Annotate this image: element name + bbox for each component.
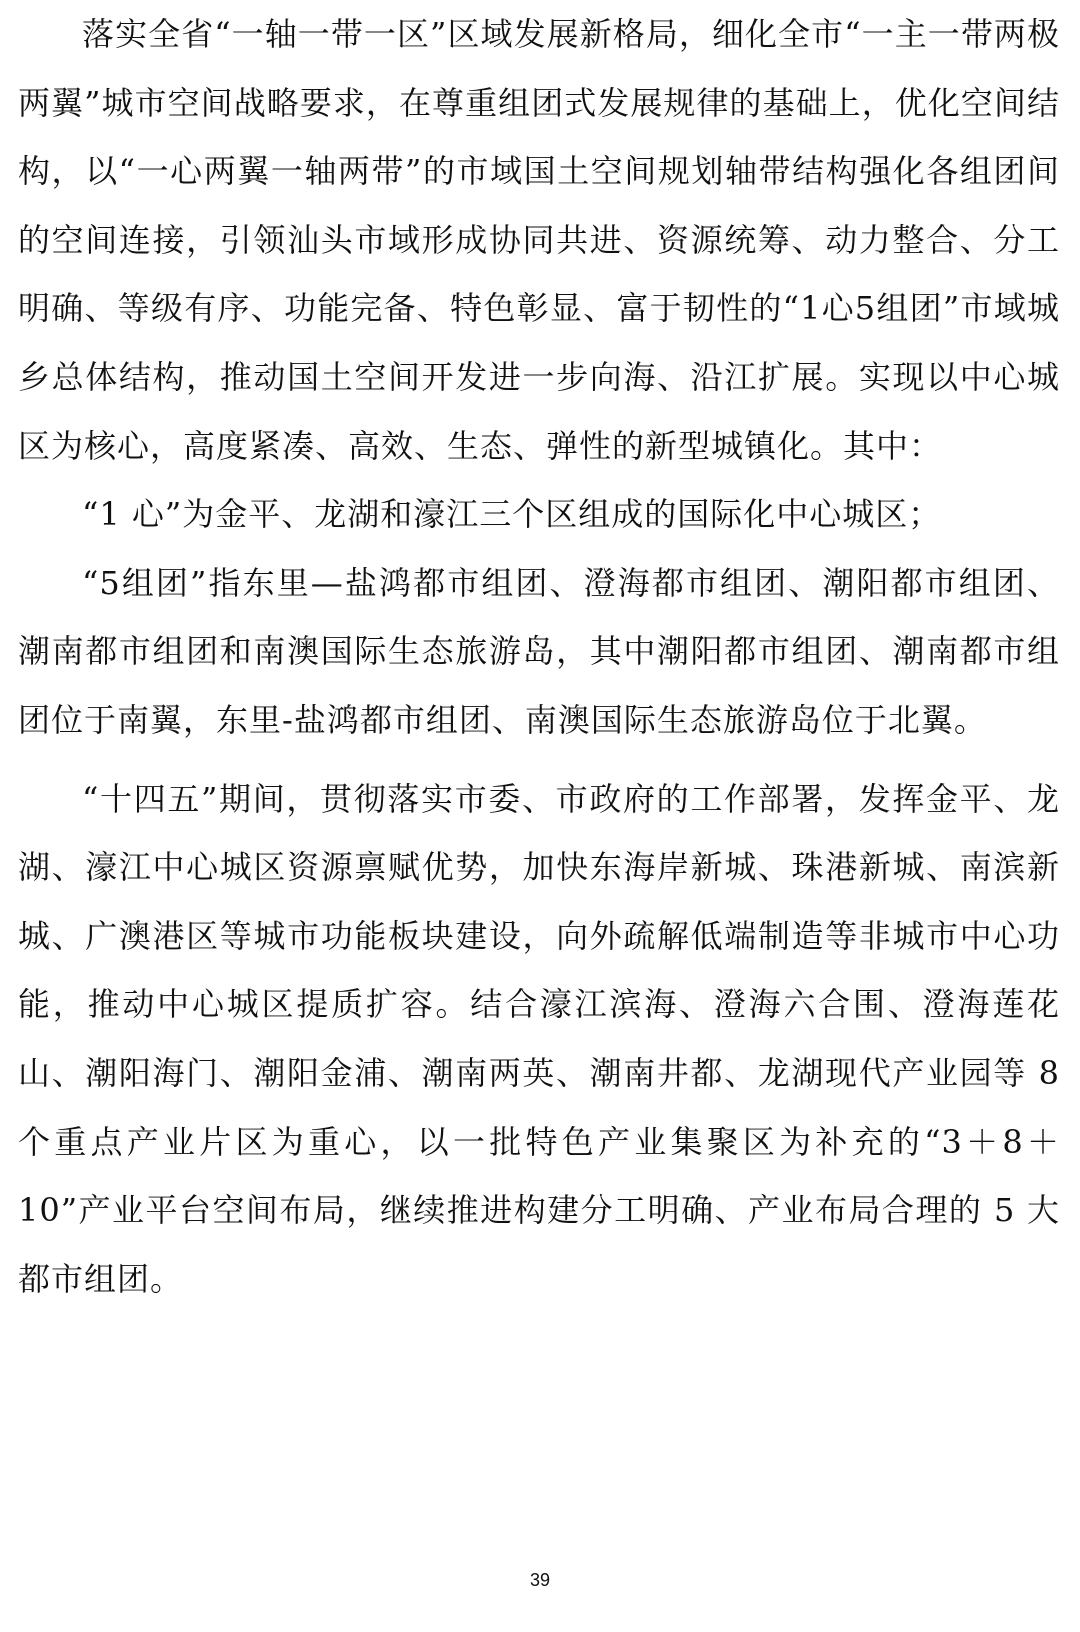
paragraph-spatial-structure: 落实全省“一轴一带一区”区域发展新格局，细化全市“一主一带两极两翼”城市空间战略要求，在尊重组团式发展规律的基础上，优化空间结构，以“一心两翼一轴两带”的市域国土空间规划轴带结构强化各组团间的空间连接，引领汕头市域形成协同共进、资源统筹、动力整合、分工明确、等级有序、功能完备、特色彰显、富于韧性的“1心5组团”市域城乡总体结构，推动国土空间开发进一步向海、沿江扩展。实现以中心城区为核心，高度紧凑、高效、生态、弹性的新型城镇化。其中： [18,15,1060,465]
paragraph-one-core: “1 心”为金平、龙湖和濠江三个区组成的国际化中心城区； [82,495,942,534]
paragraph-fourteenth-five-year: “十四五”期间，贯彻落实市委、市政府的工作部署，发挥金平、龙湖、濠江中心城区资源禀赋优势，加快东海岸新城、珠港新城、南滨新城、广澳港区等城市功能板块建设，向外疏解低端制造等非城市中心功能，推动中心城区提质扩容。结合濠江滨海、澄海六合围、澄海莲花山、潮阳海门、潮阳金浦、潮南两英、潮南井都、龙湖现代产业园等 8 个重点产业片区为重心，以一批特色产业集聚区为补充的“3＋8＋10”产业平台空间布局，继续推进构建分工明确、产业布局合理的 5 大都市组团。 [18,779,1060,1298]
paragraph-five-clusters: “5组团”指东里—盐鸿都市组团、澄海都市组团、潮阳都市组团、潮南都市组团和南澳国际生态旅游岛，其中潮阳都市组团、潮南都市组团位于南翼，东里-盐鸿都市组团、南澳国际生态旅游岛位于北翼。 [18,563,1060,739]
body-text [18,0,1060,1313]
page-number: 39 [529,1570,551,1590]
